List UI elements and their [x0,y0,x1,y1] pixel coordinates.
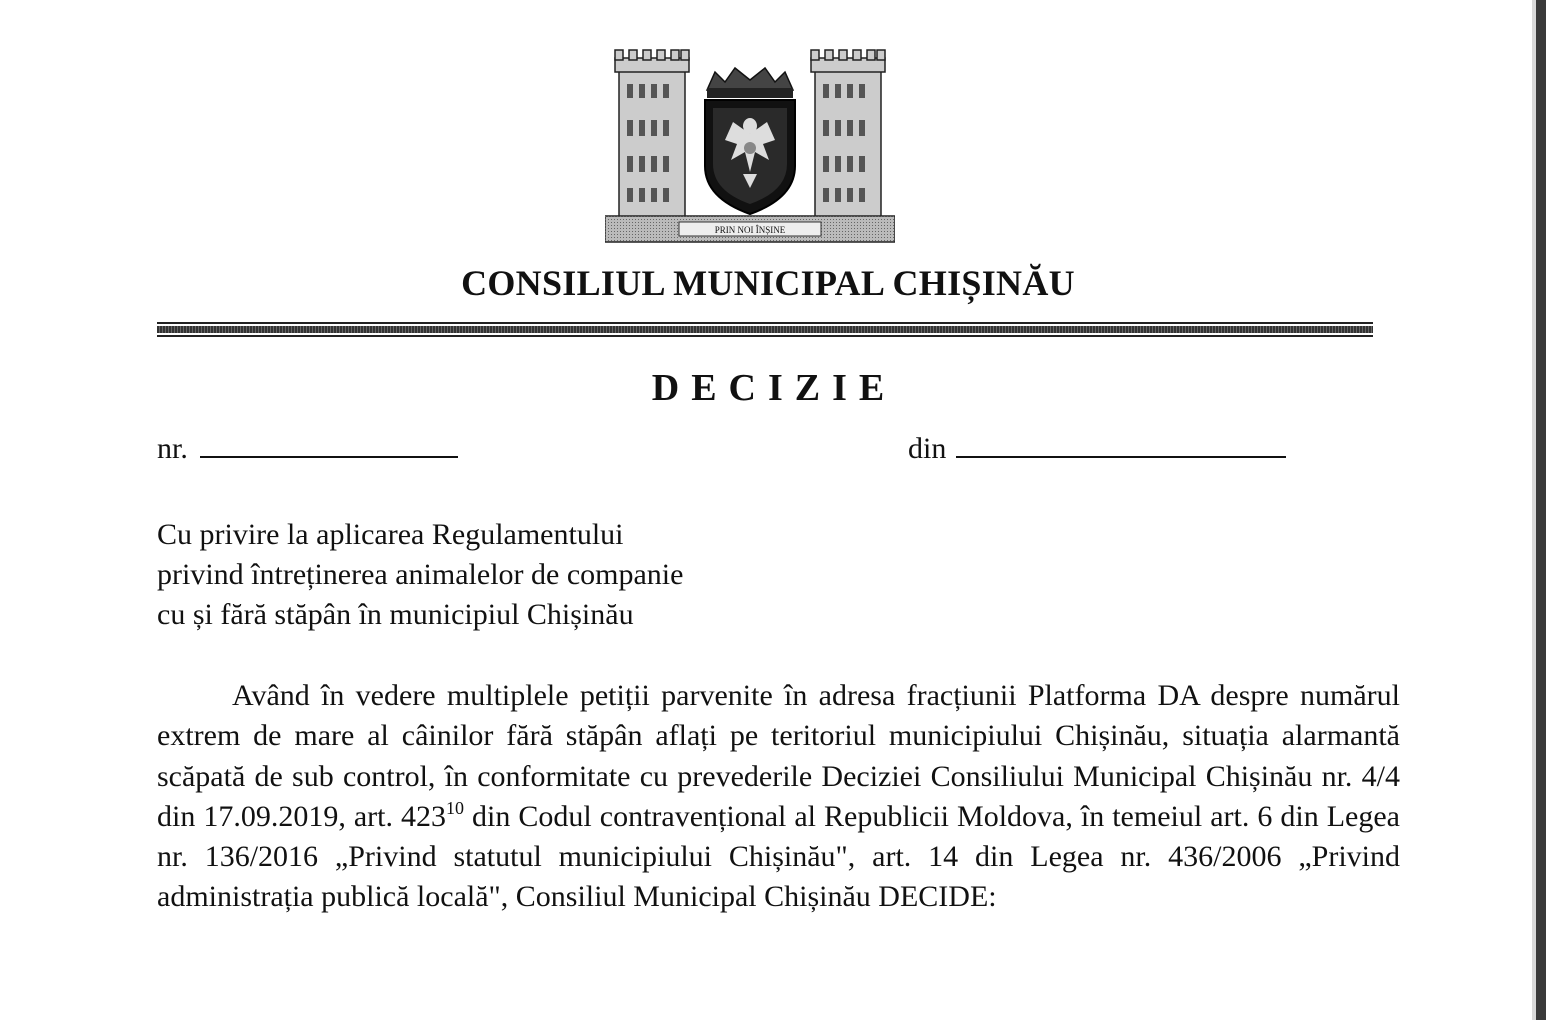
document-type-title: DECIZIE [651,367,897,409]
date-blank [956,428,1286,458]
number-field [157,428,458,466]
number-blank [200,428,458,458]
chisinau-coat-of-arms-icon [605,48,895,248]
preamble-paragraph [157,676,1400,918]
header-divider [157,322,1373,340]
subject-line: Cu privire la aplicarea Regulamentului [157,518,624,551]
motto-text: PRIN NOI ÎNȘINE [714,225,786,235]
decision-subject [157,515,683,635]
date-label: din [908,432,947,465]
date-field [908,428,1286,466]
preamble-text-1: Având în vedere multiplele petiții parvenite în adresa fracțiunii Platforma DA despre numărul extrem de mare al câinilor fără stăpân aflați pe teritoriul municipiului Chișinău, situația alarmantă scăpată de sub control, în conformitate cu prevederile Deciziei Consiliului Municipal Chișinău nr. 4/4 din 17.09.2019, art. 423 [157,679,1400,833]
council-name: CONSILIUL MUNICIPAL CHIȘINĂU [461,263,1075,303]
subject-line: cu și fără stăpân în municipiul Chișinău [157,598,634,631]
subject-line: privind întreținerea animalelor de companie [157,558,684,591]
article-superscript: 10 [446,797,465,818]
preamble-text-2: din Codul contravențional al Republicii Moldova, în temeiul art. 6 din Legea nr. 136/2016 „Privind statutul municipiului Chișinău", art. 14 din Legea nr. 436/2006 „Privind administrația publică locală", Consiliul Municipal Chișinău DECIDE: [157,799,1400,914]
viewer-scrollbar[interactable] [1536,0,1546,1020]
number-label: nr. [157,432,188,465]
